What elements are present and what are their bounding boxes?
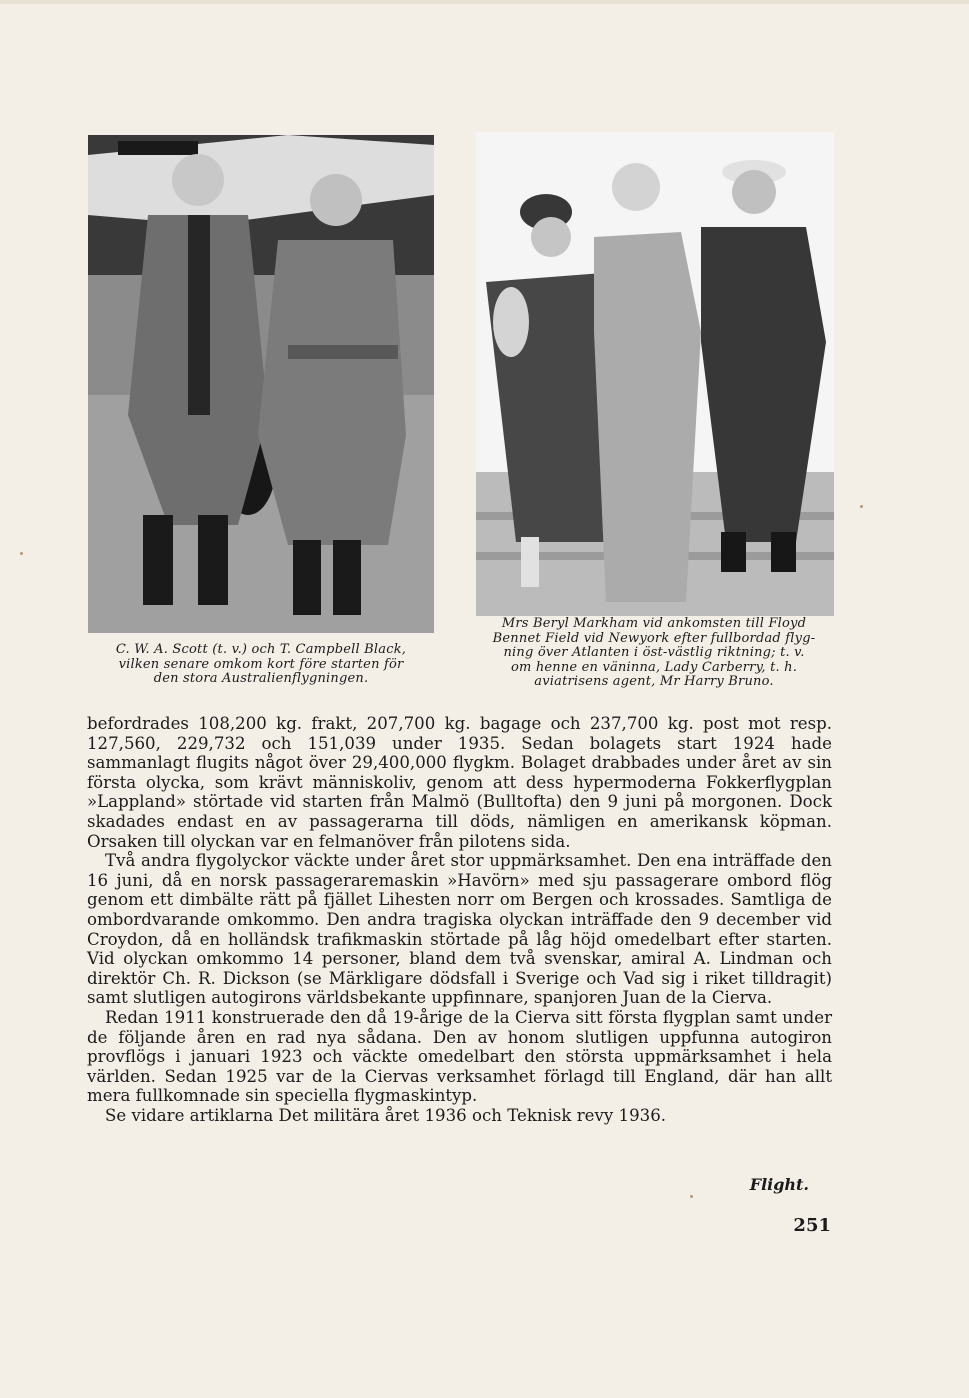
caption-line: aviatrisens agent, Mr Harry Bruno. [534,674,774,689]
article-body [87,714,832,1125]
paper-speck [20,552,23,555]
caption-line: den stora Australienflygningen. [153,671,369,686]
caption-left-photo [80,643,442,687]
paragraph: befordrades 108,200 kg. frakt, 207,700 kg. bagage och 237,700 kg. post mot resp. 127,560, 229,732 och 151,039 under 1935. Sedan bolagets start 1924 hade sammanlagt flugits något över 29,400,000 flygkm. Bolaget drabbades under året av sin första olycka, som krävt människoliv, genom att dess hypermoderna Fokkerflygplan »Lappland» störtade vid starten från Malmö (Bulltofta) den 9 juni på morgonen. Dock skadades endast en av passagerarna till döds, nämligen en amerikansk köpman. Orsaken till olyckan var en felmanöver från pilotens sida. [87,714,832,851]
author-signature: Flight. [749,1175,809,1194]
caption-line: Mrs Beryl Markham vid ankomsten till Floyd [501,616,807,631]
paragraph: Redan 1911 konstruerade den då 19-årige de la Cierva sitt första flygplan samt under de följande åren en rad nya sådana. Den av honom slutligen uppfunna autogiron provflögs i januari 1923 och väckte omedelbart den största uppmärksamhet i hela världen. Sedan 1925 var de la Ciervas verksamhet förlagd till England, där han allt mera fullkomnade sin speciella flygmaskintyp. [87,1007,832,1106]
photo-beryl-markham-arrival [476,132,834,616]
paragraph: Två andra flygolyckor väckte under året stor uppmärksamhet. Den ena inträffade den 16 juni, då en norsk passageraremaskin »Havörn» med sju passagerare ombord flög genom ett dimbälte rätt på fjället Lihesten norr om Bergen och krossades. Samtliga de ombordvarande omkommo. Den andra tragiska olyckan inträffade den 9 december vid Croydon, då en holländsk trafikmaskin störtade på låg höjd omedelbart efter starten. Vid olyckan omkommo 14 personer, bland dem två svenskar, amiral A. Lindman och direktör Ch. R. Dickson (se Märkligare dödsfall i Sverige och Vad sig i riket tilldragit) samt slutligen autogirons världsbekante uppfinnare, spanjoren Juan de la Cierva. [87,851,832,1008]
photo-aviators-scott-black [88,135,434,633]
caption-line: ning över Atlanten i öst-västlig riktning; t. v. [503,645,805,660]
caption-line: om henne en väninna, Lady Carberry, t. h. [510,659,798,675]
paper-speck [690,1195,693,1198]
caption-right-photo [470,617,838,690]
caption-line: vilken senare omkom kort före starten för [118,656,404,672]
page-number: 251 [793,1215,831,1236]
page-top-edge [0,0,969,4]
paper-speck [860,505,863,508]
caption-line: Bennet Field vid Newyork efter fullbordad flyg- [492,630,816,646]
caption-line: C. W. A. Scott (t. v.) och T. Campbell Black, [115,642,407,657]
paragraph: Se vidare artiklarna Det militära året 1936 och Teknisk revy 1936. [105,1105,667,1125]
